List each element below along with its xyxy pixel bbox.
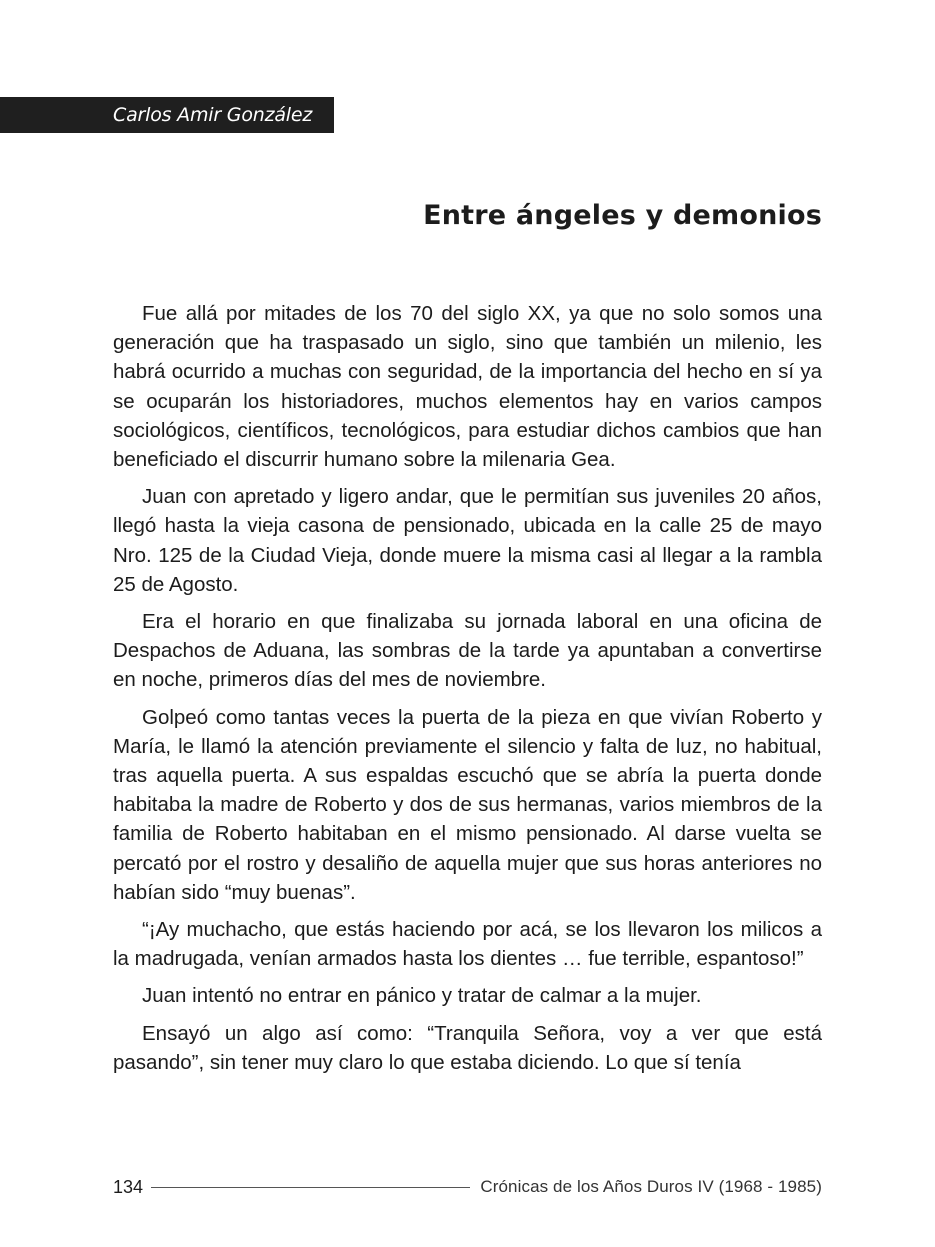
paragraph: Golpeó como tantas veces la puerta de la pieza en que vivían Roberto y María, le llamó la atención previamente el silencio y falta de luz, no habitual, tras aquella puerta. A sus espaldas escuchó que se abría la puerta donde habitaba la madre de Roberto y dos de sus hermanas, varios miembros de la familia de Roberto habitaban en el mismo pensionado. Al darse vuelta se percató por el rostro y desaliño de aquella mujer que sus horas anteriores no habían sido “muy buenas”.: [113, 705, 822, 904]
paragraph: Era el horario en que finalizaba su jornada laboral en una oficina de Despachos de Aduana, las sombras de la tarde ya apuntaban a convertirse en noche, primeros días del mes de noviembre.: [113, 610, 822, 692]
footer-divider: [151, 1187, 470, 1188]
paragraph: Ensayó un algo así como: “Tranquila Señora, voy a ver que está pasando”, sin tener muy claro lo que estaba diciendo. Lo que sí tenía: [113, 1021, 822, 1074]
page-number: 134: [113, 1176, 144, 1197]
paragraph: Juan intentó no entrar en pánico y tratar de calmar a la mujer.: [142, 984, 702, 1008]
paragraph: Fue allá por mitades de los 70 del siglo XX, ya que no solo somos una generación que ha traspasado un siglo, sino que también un milenio, les habrá ocurrido a muchas con seguridad, de la importancia del hecho en sí ya se ocuparán los historiadores, muchos elementos hay en varios campos sociológicos, científicos, tecnológicos, para estudiar dichos cambios que han beneficiado el discurrir humano sobre la milenaria Gea.: [113, 302, 822, 472]
paragraph: “¡Ay muchacho, que estás haciendo por acá, se los llevaron los milicos a la madrugada, venían armados hasta los dientes … fue terrible, espantoso!”: [113, 918, 822, 971]
paragraph: Juan con apretado y ligero andar, que le permitían sus juveniles 20 años, llegó hasta la vieja casona de pensionado, ubicada en la calle 25 de mayo Nro. 125 de la Ciudad Vieja, donde muere la misma casi al llegar a la rambla 25 de Agosto.: [113, 485, 822, 596]
chapter-title: Entre ángeles y demonios: [423, 200, 822, 231]
author-name: Carlos Amir González: [113, 104, 313, 126]
body-text: [113, 299, 822, 1085]
book-title: Crónicas de los Años Duros IV (1968 - 1985): [480, 1177, 822, 1196]
author-banner: [0, 97, 334, 133]
page-footer: [113, 1174, 822, 1200]
